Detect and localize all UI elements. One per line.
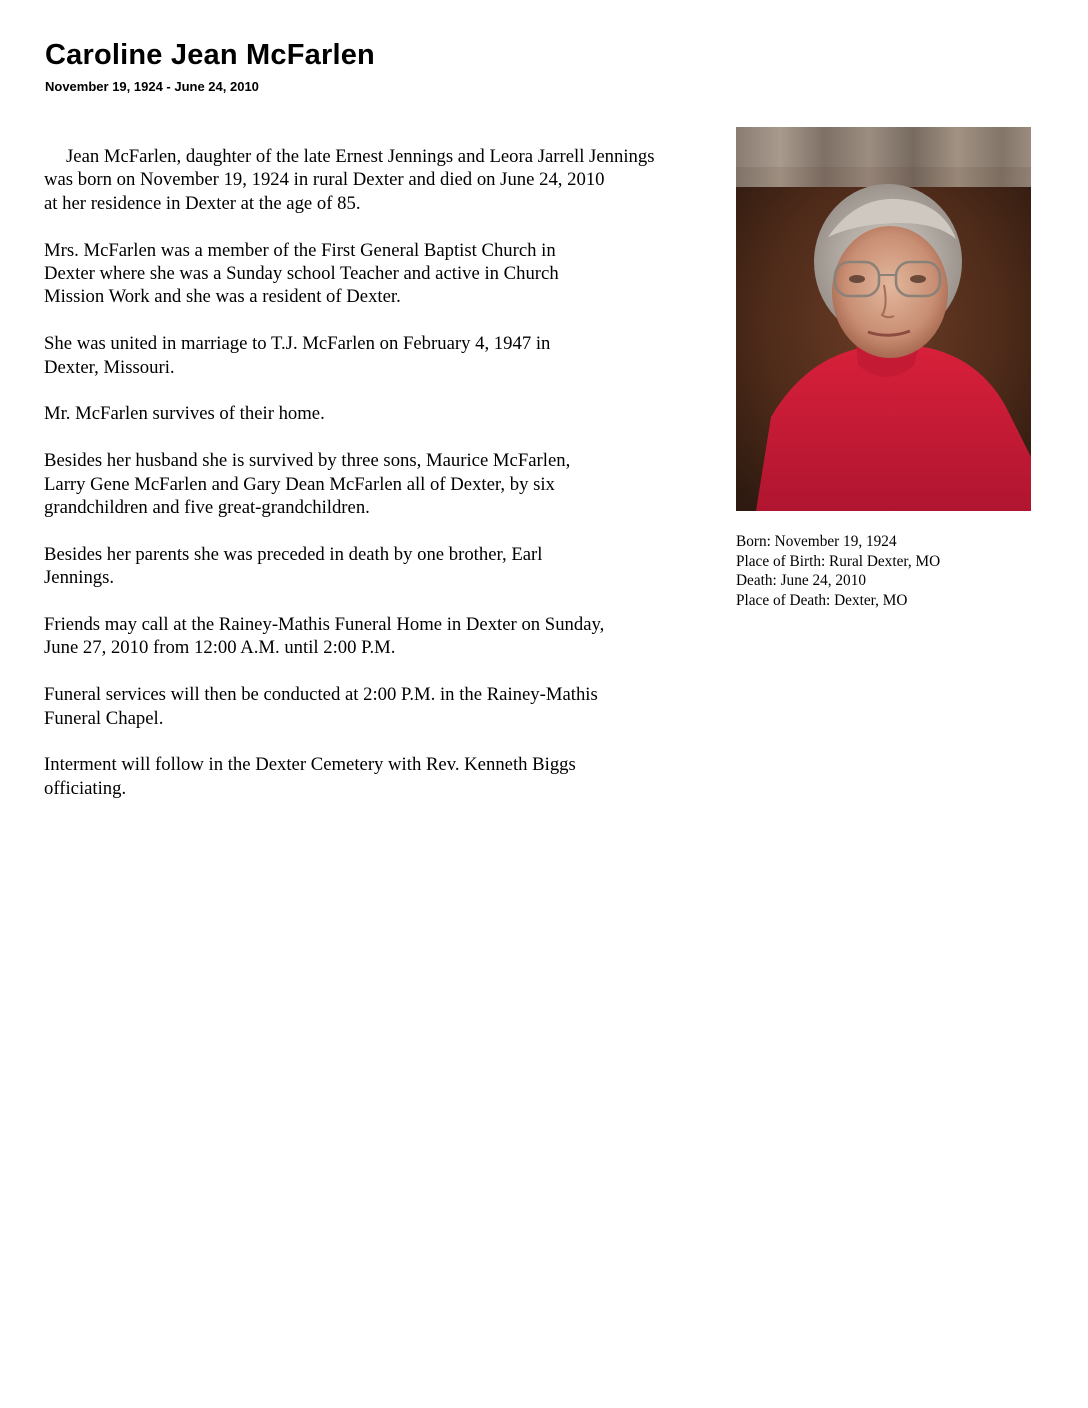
text-line: Friends may call at the Rainey-Mathis Funeral Home in Dexter on Sunday, (44, 614, 605, 636)
obituary-paragraph (44, 753, 744, 800)
text-line: Mr. McFarlen survives of their home. (44, 403, 325, 425)
life-dates: November 19, 1924 - June 24, 2010 (45, 79, 259, 94)
obituary-paragraph (44, 683, 744, 730)
text-line: Dexter where she was a Sunday school Teacher and active in Church (44, 263, 559, 285)
text-line: Larry Gene McFarlen and Gary Dean McFarlen all of Dexter, by six (44, 473, 555, 495)
text-line: Mission Work and she was a resident of Dexter. (44, 286, 401, 308)
text-line: Interment will follow in the Dexter Cemetery with Rev. Kenneth Biggs (44, 754, 576, 776)
obituary-paragraph (44, 145, 744, 215)
obituary-paragraph (44, 613, 744, 660)
place-of-death-fact: Place of Death: Dexter, MO (736, 591, 908, 609)
text-line: was born on November 19, 1924 in rural Dexter and died on June 24, 2010 (44, 169, 605, 191)
text-line: Funeral services will then be conducted at 2:00 P.M. in the Rainey-Mathis (44, 684, 598, 706)
obituary-paragraph (44, 449, 744, 519)
page-title: Caroline Jean McFarlen (45, 39, 375, 71)
text-line: Funeral Chapel. (44, 707, 164, 729)
text-line: Jennings. (44, 567, 115, 589)
text-line: Mrs. McFarlen was a member of the First General Baptist Church in (44, 239, 556, 261)
text-line: Jean McFarlen, daughter of the late Ernest Jennings and Leora Jarrell Jennings (66, 146, 655, 167)
text-line: grandchildren and five great-grandchildren. (44, 497, 370, 519)
text-line: Besides her husband she is survived by three sons, Maurice McFarlen, (44, 450, 571, 472)
text-line: Besides her parents she was preceded in death by one brother, Earl (44, 543, 543, 565)
place-of-birth-fact: Place of Birth: Rural Dexter, MO (736, 552, 941, 570)
obituary-paragraph (44, 543, 744, 590)
text-line: She was united in marriage to T.J. McFarlen on February 4, 1947 in (44, 333, 551, 355)
text-line: Dexter, Missouri. (44, 356, 175, 378)
obituary-text (44, 145, 744, 824)
text-line: June 27, 2010 from 12:00 A.M. until 2:00 P.M. (44, 637, 396, 659)
born-fact: Born: November 19, 1924 (736, 533, 897, 550)
obituary-paragraph (44, 332, 744, 379)
obituary-paragraph (44, 239, 744, 309)
text-line: officiating. (44, 777, 127, 799)
obituary-paragraph (44, 402, 744, 425)
death-fact: Death: June 24, 2010 (736, 572, 867, 589)
portrait-photo (736, 127, 1031, 511)
vital-facts (736, 532, 940, 610)
text-line: at her residence in Dexter at the age of 85. (44, 192, 361, 214)
